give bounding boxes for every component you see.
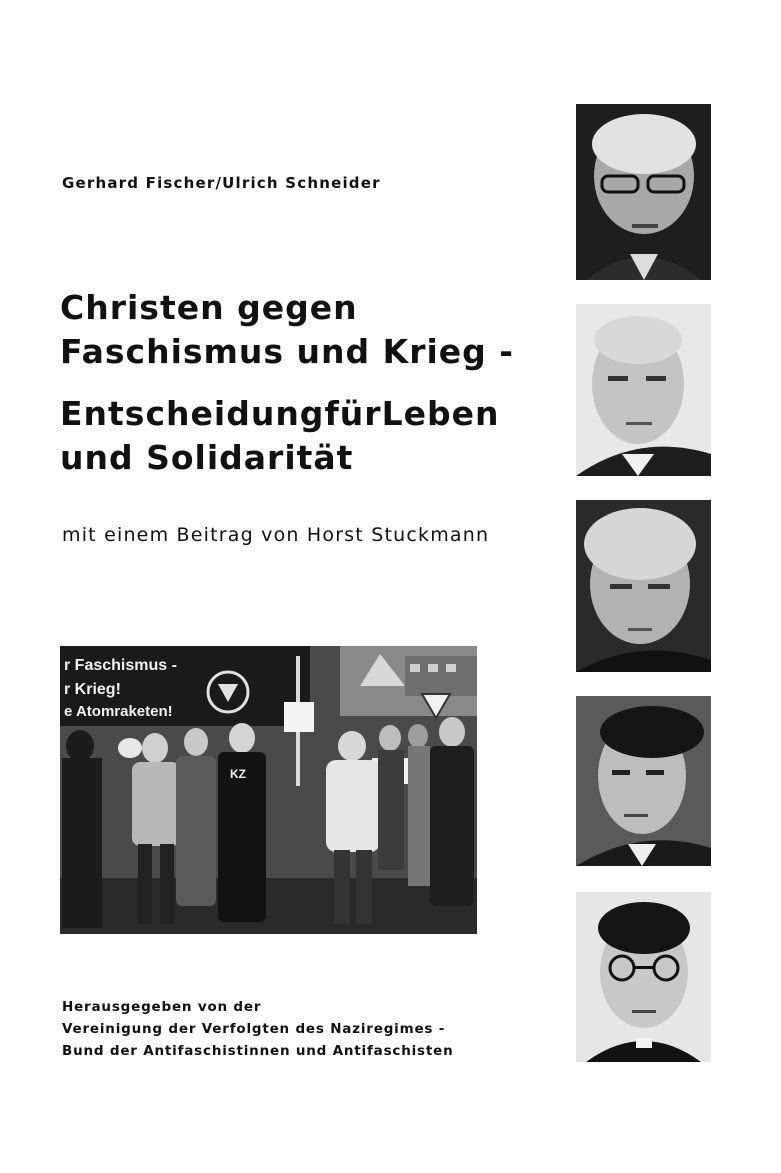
banner-text-1: r Faschismus - bbox=[64, 657, 177, 674]
portrait-4 bbox=[576, 696, 711, 866]
publisher-line-3: Bund der Antifaschistinnen und Antifaschisten bbox=[62, 1043, 454, 1059]
kz-badge: KZ bbox=[230, 767, 246, 781]
banner-text-3: e Atomraketen! bbox=[64, 703, 173, 720]
subtitle-word-3: Leben bbox=[381, 394, 500, 433]
contribution-note: mit einem Beitrag von Horst Stuckmann bbox=[62, 524, 490, 546]
portrait-5-graphic bbox=[576, 892, 711, 1062]
portrait-4-graphic bbox=[576, 696, 711, 866]
subtitle-line-1 bbox=[60, 392, 500, 436]
title-block bbox=[60, 286, 530, 480]
portrait-5 bbox=[576, 892, 711, 1062]
subtitle-word-2: für bbox=[324, 394, 382, 433]
subtitle-word-1: Entscheidung bbox=[60, 394, 325, 433]
authors: Gerhard Fischer/Ulrich Schneider bbox=[62, 174, 381, 192]
portrait-3 bbox=[576, 500, 711, 672]
publisher-line-1: Herausgegeben von der bbox=[62, 999, 262, 1015]
portrait-1-graphic bbox=[576, 104, 711, 280]
portrait-2-graphic bbox=[576, 304, 711, 476]
subtitle-line-2: und Solidarität bbox=[60, 438, 354, 477]
protest-photo-graphic bbox=[60, 646, 477, 934]
portrait-2 bbox=[576, 304, 711, 476]
banner-text-2: r Krieg! bbox=[64, 681, 121, 698]
title-line-2: Faschismus und Krieg - bbox=[60, 332, 514, 371]
title-line-1: Christen gegen bbox=[60, 288, 358, 327]
protest-photo bbox=[60, 646, 477, 934]
portrait-1 bbox=[576, 104, 711, 280]
publisher-block bbox=[62, 996, 454, 1062]
portrait-3-graphic bbox=[576, 500, 711, 672]
publisher-line-2: Vereinigung der Verfolgten des Naziregimes - bbox=[62, 1021, 446, 1037]
